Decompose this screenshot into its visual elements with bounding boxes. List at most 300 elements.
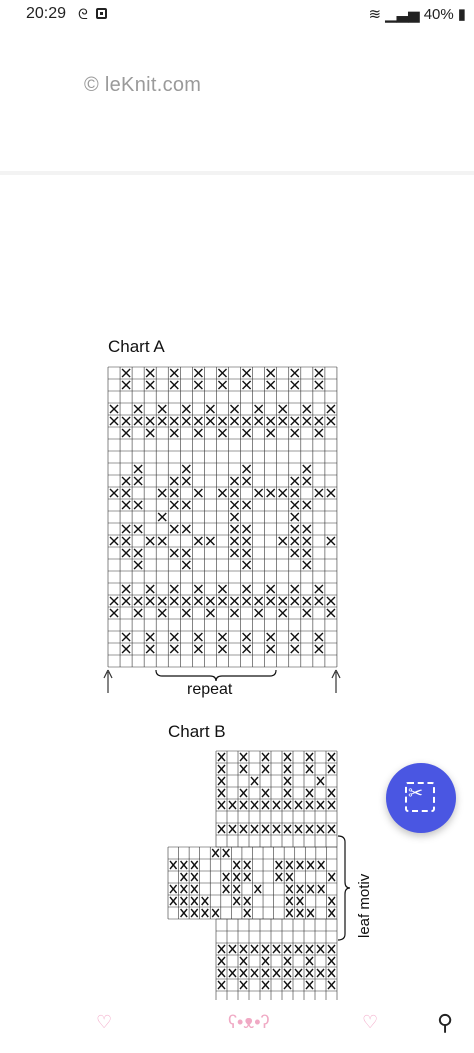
chart-a-stitch xyxy=(122,597,130,605)
wifi-icon: ≋ xyxy=(368,6,382,23)
chart-b-bottom-stitch xyxy=(328,945,335,953)
accessibility-icon[interactable]: ⚲ xyxy=(437,1010,454,1035)
chart-a-stitch xyxy=(182,597,190,605)
chart-a-stitch xyxy=(243,645,251,653)
chart-a-stitch xyxy=(303,561,311,569)
chart-a-stitch xyxy=(291,477,299,485)
leaf-motiv-label: leaf motiv xyxy=(356,873,373,938)
chart-b-top-stitch xyxy=(317,825,324,833)
chart-b-top-stitch xyxy=(284,753,291,761)
chart-a-stitch xyxy=(182,477,190,485)
chart-a-stitch xyxy=(206,417,214,425)
chart-a-stitch xyxy=(194,429,202,437)
chart-a-stitch xyxy=(218,417,226,425)
chart-b-bottom-stitch xyxy=(306,945,313,953)
chart-b-wide-stitch xyxy=(181,909,188,917)
chart-a-stitch xyxy=(170,597,178,605)
chart-a-stitch xyxy=(243,597,251,605)
chart-b-bottom-stitch xyxy=(273,969,280,977)
chart-a-stitch xyxy=(170,381,178,389)
chart-b-bottom-stitch xyxy=(251,945,258,953)
status-time: 20:29 xyxy=(26,5,67,22)
chart-b-wide-stitch xyxy=(276,873,283,881)
chart-a-stitch xyxy=(122,537,130,545)
chart-a-stitch xyxy=(327,597,335,605)
chart-b-wide-stitch xyxy=(286,909,293,917)
chart-a-stitch xyxy=(279,405,287,413)
signal-icon: ▁▃▅ xyxy=(385,6,420,23)
chart-a-stitch xyxy=(315,597,323,605)
chart-b-top-stitch xyxy=(229,801,236,809)
chart-b-top-stitch xyxy=(240,753,247,761)
chart-a-stitch xyxy=(291,633,299,641)
chart-a-stitch xyxy=(134,525,142,533)
chart-a-stitch xyxy=(194,537,202,545)
chart-a-stitch xyxy=(303,609,311,617)
chart-b-top-stitch xyxy=(306,801,313,809)
chart-a-stitch xyxy=(231,513,239,521)
chart-b-wide-stitch xyxy=(191,861,198,869)
chart-a-stitch xyxy=(267,417,275,425)
chart-a-stitch xyxy=(291,513,299,521)
chart-a-stitch xyxy=(170,525,178,533)
chart-a-stitch xyxy=(303,405,311,413)
chart-b-bottom-stitch xyxy=(262,945,269,953)
chart-b-wide-stitch xyxy=(233,861,240,869)
chart-a-stitch xyxy=(122,477,130,485)
chart-b-top-stitch xyxy=(262,753,269,761)
chart-b-top-stitch xyxy=(240,825,247,833)
chart-a-stitch xyxy=(315,417,323,425)
chart-a-stitch xyxy=(218,585,226,593)
chart-b-top-stitch xyxy=(218,777,225,785)
chart-b-top-stitch xyxy=(240,789,247,797)
chart-a-stitch xyxy=(243,549,251,557)
chart-a-stitch xyxy=(146,381,154,389)
chart-a-stitch xyxy=(134,477,142,485)
chart-b-top-stitch xyxy=(218,789,225,797)
chart-a-stitch xyxy=(243,501,251,509)
chart-b-wide-stitch xyxy=(191,909,198,917)
chart-a-stitch xyxy=(158,489,166,497)
chart-a-stitch xyxy=(315,585,323,593)
chart-b-top-stitch xyxy=(284,801,291,809)
chart-b-wide-stitch xyxy=(223,849,230,857)
chart-a-stitch xyxy=(134,501,142,509)
chart-a-stitch xyxy=(158,597,166,605)
chart-a-stitch xyxy=(255,597,263,605)
chart-a-stitch xyxy=(122,549,130,557)
repeat-label: repeat xyxy=(187,681,233,698)
chart-a-stitch xyxy=(243,585,251,593)
chart-a-stitch xyxy=(291,597,299,605)
chart-b-top-stitch xyxy=(251,777,258,785)
chart-a-stitch xyxy=(315,489,323,497)
chart-a-title: Chart A xyxy=(108,337,165,356)
chart-a-stitch xyxy=(122,381,130,389)
chart-a-stitch xyxy=(122,585,130,593)
chart-b-top-stitch xyxy=(306,789,313,797)
chart-b-top-stitch xyxy=(295,825,302,833)
chart-a-stitch xyxy=(110,417,118,425)
chart-b-wide-stitch xyxy=(170,885,177,893)
chart-a-stitch xyxy=(218,369,226,377)
chart-a-stitch xyxy=(243,465,251,473)
chart-a-stitch xyxy=(327,489,335,497)
chart-b-wide-stitch xyxy=(233,897,240,905)
chart-a-stitch xyxy=(243,633,251,641)
chart-a-stitch xyxy=(327,417,335,425)
chart-a-stitch xyxy=(255,609,263,617)
chart-a-stitch xyxy=(182,405,190,413)
chart-b-bottom-stitch xyxy=(229,945,236,953)
chart-a-stitch xyxy=(182,525,190,533)
chart-a-stitch xyxy=(158,537,166,545)
chart-a-stitch xyxy=(315,633,323,641)
chart-b-wide-stitch xyxy=(233,885,240,893)
chart-a-stitch xyxy=(255,489,263,497)
chart-a-stitch xyxy=(231,549,239,557)
repeat-brace xyxy=(156,670,276,681)
chart-b-top-stitch xyxy=(328,825,335,833)
chart-a-stitch xyxy=(231,405,239,413)
chart-b-top-stitch xyxy=(306,825,313,833)
chart-b-wide-stitch xyxy=(297,861,304,869)
chart-a-stitch xyxy=(122,429,130,437)
chart-a-stitch xyxy=(182,609,190,617)
chart-a-stitch xyxy=(243,369,251,377)
chart-a-stitch xyxy=(243,429,251,437)
chart-a-stitch xyxy=(146,585,154,593)
chart-a-stitch xyxy=(158,513,166,521)
chart-a-stitch xyxy=(134,405,142,413)
chart-a-stitch xyxy=(110,489,118,497)
chart-b-wide-stitch xyxy=(286,861,293,869)
chart-a-stitch xyxy=(110,405,118,413)
chart-a-stitch xyxy=(218,597,226,605)
chart-b-top-stitch xyxy=(317,801,324,809)
chart-a-stitch xyxy=(194,489,202,497)
chart-b-wide-stitch xyxy=(307,861,314,869)
chart-a-stitch xyxy=(182,465,190,473)
chart-b-wide-stitch xyxy=(223,873,230,881)
chart-a-stitch xyxy=(182,417,190,425)
heart-icon-2[interactable]: ♡ xyxy=(362,1012,379,1032)
chart-b-wide-stitch xyxy=(307,909,314,917)
chart-a-stitch xyxy=(194,645,202,653)
chart-b-bottom-stitch xyxy=(284,957,291,965)
chart-a-stitch xyxy=(267,489,275,497)
chart-b-top-stitch xyxy=(229,825,236,833)
chart-a-stitch xyxy=(243,537,251,545)
chart-a-stitch xyxy=(303,525,311,533)
chart-a-stitch xyxy=(146,537,154,545)
chart-b-bottom-stitch xyxy=(218,969,225,977)
chart-a-stitch xyxy=(134,609,142,617)
chart-a-stitch xyxy=(243,525,251,533)
chart-a-stitch xyxy=(170,633,178,641)
chart-b-top-stitch xyxy=(273,801,280,809)
bear-icon[interactable]: ʕ•ᴥ•ʔ xyxy=(228,1012,270,1032)
chart-a-stitch xyxy=(218,645,226,653)
chart-b-top-stitch xyxy=(306,753,313,761)
chart-b-bottom-stitch xyxy=(306,969,313,977)
chart-a-stitch xyxy=(231,417,239,425)
chart-a-stitch xyxy=(255,417,263,425)
chart-b-bottom-stitch xyxy=(284,945,291,953)
chart-b-bottom-stitch xyxy=(328,969,335,977)
chart-b-top-stitch xyxy=(240,765,247,773)
chart-a-stitch xyxy=(194,585,202,593)
chart-b-bottom-stitch xyxy=(240,957,247,965)
chart-b-top-stitch xyxy=(306,765,313,773)
chart-a-stitch xyxy=(194,417,202,425)
chart-a-stitch xyxy=(255,405,263,413)
chart-a-stitch xyxy=(182,501,190,509)
chart-a-stitch xyxy=(170,549,178,557)
chart-a-stitch xyxy=(303,501,311,509)
chart-b-bottom-stitch xyxy=(240,969,247,977)
chart-b-wide-stitch xyxy=(328,909,335,917)
chart-a-stitch xyxy=(267,369,275,377)
chart-b-wide-stitch xyxy=(244,909,251,917)
chart-b-bottom-stitch xyxy=(295,969,302,977)
chart-b-bottom-stitch xyxy=(240,981,247,989)
chart-b-bottom-stitch xyxy=(273,945,280,953)
chart-a-stitch xyxy=(291,585,299,593)
chart-a-stitch xyxy=(315,429,323,437)
chart-a-stitch xyxy=(134,549,142,557)
chart-a-stitch xyxy=(279,597,287,605)
chart-b-top-stitch xyxy=(328,801,335,809)
chart-b-top-stitch xyxy=(251,801,258,809)
chart-b-wide-stitch xyxy=(170,897,177,905)
chart-b-top-stitch xyxy=(262,789,269,797)
chart-a-stitch xyxy=(279,537,287,545)
chart-b-wide-stitch xyxy=(328,897,335,905)
chart-a-stitch xyxy=(182,549,190,557)
chart-a-stitch xyxy=(206,609,214,617)
chart-b-bottom-stitch xyxy=(240,945,247,953)
chart-b-wide-stitch xyxy=(191,897,198,905)
chart-a-stitch xyxy=(170,585,178,593)
chart-b-wide-stitch xyxy=(297,885,304,893)
chart-a-stitch xyxy=(122,417,130,425)
chart-a-stitch xyxy=(231,597,239,605)
chart-b-wide-stitch xyxy=(181,861,188,869)
chart-b-bottom-stitch xyxy=(295,945,302,953)
chart-b-wide-stitch xyxy=(244,897,251,905)
chart-a-stitch xyxy=(218,381,226,389)
chart-a-stitch xyxy=(146,429,154,437)
chart-a-stitch xyxy=(194,369,202,377)
chart-a-stitch xyxy=(158,405,166,413)
scissors-icon: ✂ xyxy=(408,783,424,803)
chart-a-stitch xyxy=(243,381,251,389)
chart-b-bottom-stitch xyxy=(328,981,335,989)
chart-b-bottom-stitch xyxy=(284,981,291,989)
chart-b-wide-stitch xyxy=(212,909,219,917)
chart-a-stitch xyxy=(218,489,226,497)
chart-b-wide-stitch xyxy=(191,885,198,893)
chart-a-stitch xyxy=(231,489,239,497)
chart-a-stitch xyxy=(231,525,239,533)
chart-b-wide-stitch xyxy=(297,897,304,905)
chart-a-stitch xyxy=(243,417,251,425)
chart-a-stitch xyxy=(291,645,299,653)
chart-a-stitch xyxy=(206,537,214,545)
chart-a-stitch xyxy=(315,369,323,377)
chart-b-top-stitch xyxy=(262,801,269,809)
chart-b-wide-stitch xyxy=(286,873,293,881)
chart-b-top-stitch xyxy=(328,789,335,797)
chart-b-wide-stitch xyxy=(276,861,283,869)
chart-a-stitch xyxy=(291,381,299,389)
chart-a-stitch xyxy=(327,537,335,545)
chart-a-stitch xyxy=(158,609,166,617)
chart-b-bottom-stitch xyxy=(328,957,335,965)
chart-a-stitch xyxy=(303,549,311,557)
chart-a-stitch xyxy=(303,477,311,485)
chart-b-top-stitch xyxy=(284,789,291,797)
chart-b-top-stitch xyxy=(273,825,280,833)
chart-a-stitch xyxy=(267,585,275,593)
chart-b-wide-stitch xyxy=(181,897,188,905)
chart-b-bottom-stitch xyxy=(251,969,258,977)
chart-a-stitch xyxy=(134,561,142,569)
chart-a-stitch xyxy=(122,369,130,377)
chart-a-stitch xyxy=(122,525,130,533)
chart-b-wide-stitch xyxy=(202,909,209,917)
chart-b-top-stitch xyxy=(328,753,335,761)
chart-b-top-stitch xyxy=(218,765,225,773)
chart-a-stitch xyxy=(110,537,118,545)
chart-b-bottom-stitch xyxy=(229,969,236,977)
chart-a-stitch xyxy=(110,597,118,605)
chart-a-stitch xyxy=(134,417,142,425)
chart-a-stitch xyxy=(146,369,154,377)
chart-a-stitch xyxy=(231,537,239,545)
chart-a-stitch xyxy=(122,645,130,653)
chart-b-wide-stitch xyxy=(170,861,177,869)
chart-b-wide-stitch xyxy=(181,885,188,893)
chart-b-wide-stitch xyxy=(318,861,325,869)
chart-b-top-stitch xyxy=(317,777,324,785)
leaf-motiv-bracket xyxy=(338,836,350,940)
chart-a-stitch xyxy=(267,429,275,437)
chart-a-stitch xyxy=(303,465,311,473)
chart-a-stitch xyxy=(231,609,239,617)
chart-a-stitch xyxy=(231,501,239,509)
chart-b-bottom-stitch xyxy=(317,969,324,977)
chart-b-bottom-stitch xyxy=(218,981,225,989)
chart-a-stitch xyxy=(170,369,178,377)
app-icon: ᘓ xyxy=(78,6,88,22)
chart-a-stitch xyxy=(291,429,299,437)
chart-b-bottom-stitch xyxy=(306,957,313,965)
chart-b-top-stitch xyxy=(218,801,225,809)
chart-a-stitch xyxy=(122,501,130,509)
chart-b-wide-stitch xyxy=(191,873,198,881)
chart-b-wide-stitch xyxy=(318,885,325,893)
chart-a-stitch xyxy=(291,417,299,425)
chart-b-top-stitch xyxy=(284,825,291,833)
chart-a-stitch xyxy=(134,597,142,605)
chart-b-wide-stitch xyxy=(297,909,304,917)
chart-b-top-stitch xyxy=(240,801,247,809)
chart-a-stitch xyxy=(194,381,202,389)
chart-a-stitch xyxy=(170,501,178,509)
chart-a-stitch xyxy=(303,597,311,605)
chart-a-stitch xyxy=(170,489,178,497)
chart-a-stitch xyxy=(146,645,154,653)
chart-a-stitch xyxy=(170,477,178,485)
chart-a-stitch xyxy=(327,609,335,617)
chart-b-bottom-stitch xyxy=(284,969,291,977)
chart-a-stitch xyxy=(122,489,130,497)
chart-a-stitch xyxy=(279,609,287,617)
chart-a-stitch xyxy=(243,561,251,569)
chart-a-stitch xyxy=(279,417,287,425)
chart-a-stitch xyxy=(182,561,190,569)
chart-a-stitch xyxy=(303,537,311,545)
chart-a-stitch xyxy=(303,417,311,425)
chart-b-top-stitch xyxy=(295,801,302,809)
chart-a-stitch xyxy=(206,405,214,413)
chart-b-bottom-stitch xyxy=(317,945,324,953)
chart-a-stitch xyxy=(291,369,299,377)
chart-a-stitch xyxy=(267,597,275,605)
chart-b-wide-stitch xyxy=(233,873,240,881)
chart-b-bottom-stitch xyxy=(262,969,269,977)
chart-a-stitch xyxy=(267,645,275,653)
chart-a-stitch xyxy=(206,597,214,605)
chart-a-stitch xyxy=(170,429,178,437)
chart-b-bottom-stitch xyxy=(262,981,269,989)
chart-a-stitch xyxy=(315,645,323,653)
screenshot-crop-button[interactable] xyxy=(386,763,456,833)
chart-a-stitch xyxy=(291,537,299,545)
chart-a-stitch xyxy=(158,417,166,425)
chart-a-stitch xyxy=(218,429,226,437)
chart-a-stitch xyxy=(146,597,154,605)
heart-icon[interactable]: ♡ xyxy=(96,1012,113,1032)
chart-a-stitch xyxy=(315,381,323,389)
chart-a-stitch xyxy=(267,381,275,389)
chart-a-stitch xyxy=(122,633,130,641)
chart-b-wide-stitch xyxy=(244,873,251,881)
chart-b-wide-stitch xyxy=(307,885,314,893)
chart-b-bottom-stitch xyxy=(306,981,313,989)
chart-a-stitch xyxy=(291,489,299,497)
chart-b-title: Chart B xyxy=(168,722,226,741)
chart-a-stitch xyxy=(146,417,154,425)
chart-b-top-stitch xyxy=(218,825,225,833)
chart-a-stitch xyxy=(194,597,202,605)
chart-a-stitch xyxy=(291,549,299,557)
chart-a-stitch xyxy=(146,633,154,641)
chart-b-wide-stitch xyxy=(328,873,335,881)
chart-b-top-stitch xyxy=(218,753,225,761)
chart-a-stitch xyxy=(218,633,226,641)
chart-b-wide-stitch xyxy=(244,861,251,869)
battery-icon: ▮ xyxy=(457,6,466,23)
chart-a-stitch xyxy=(291,525,299,533)
site-watermark: © leKnit.com xyxy=(84,74,202,96)
chart-a-stitch xyxy=(327,405,335,413)
chart-b-bottom-stitch xyxy=(218,945,225,953)
chart-b-wide-stitch xyxy=(181,873,188,881)
